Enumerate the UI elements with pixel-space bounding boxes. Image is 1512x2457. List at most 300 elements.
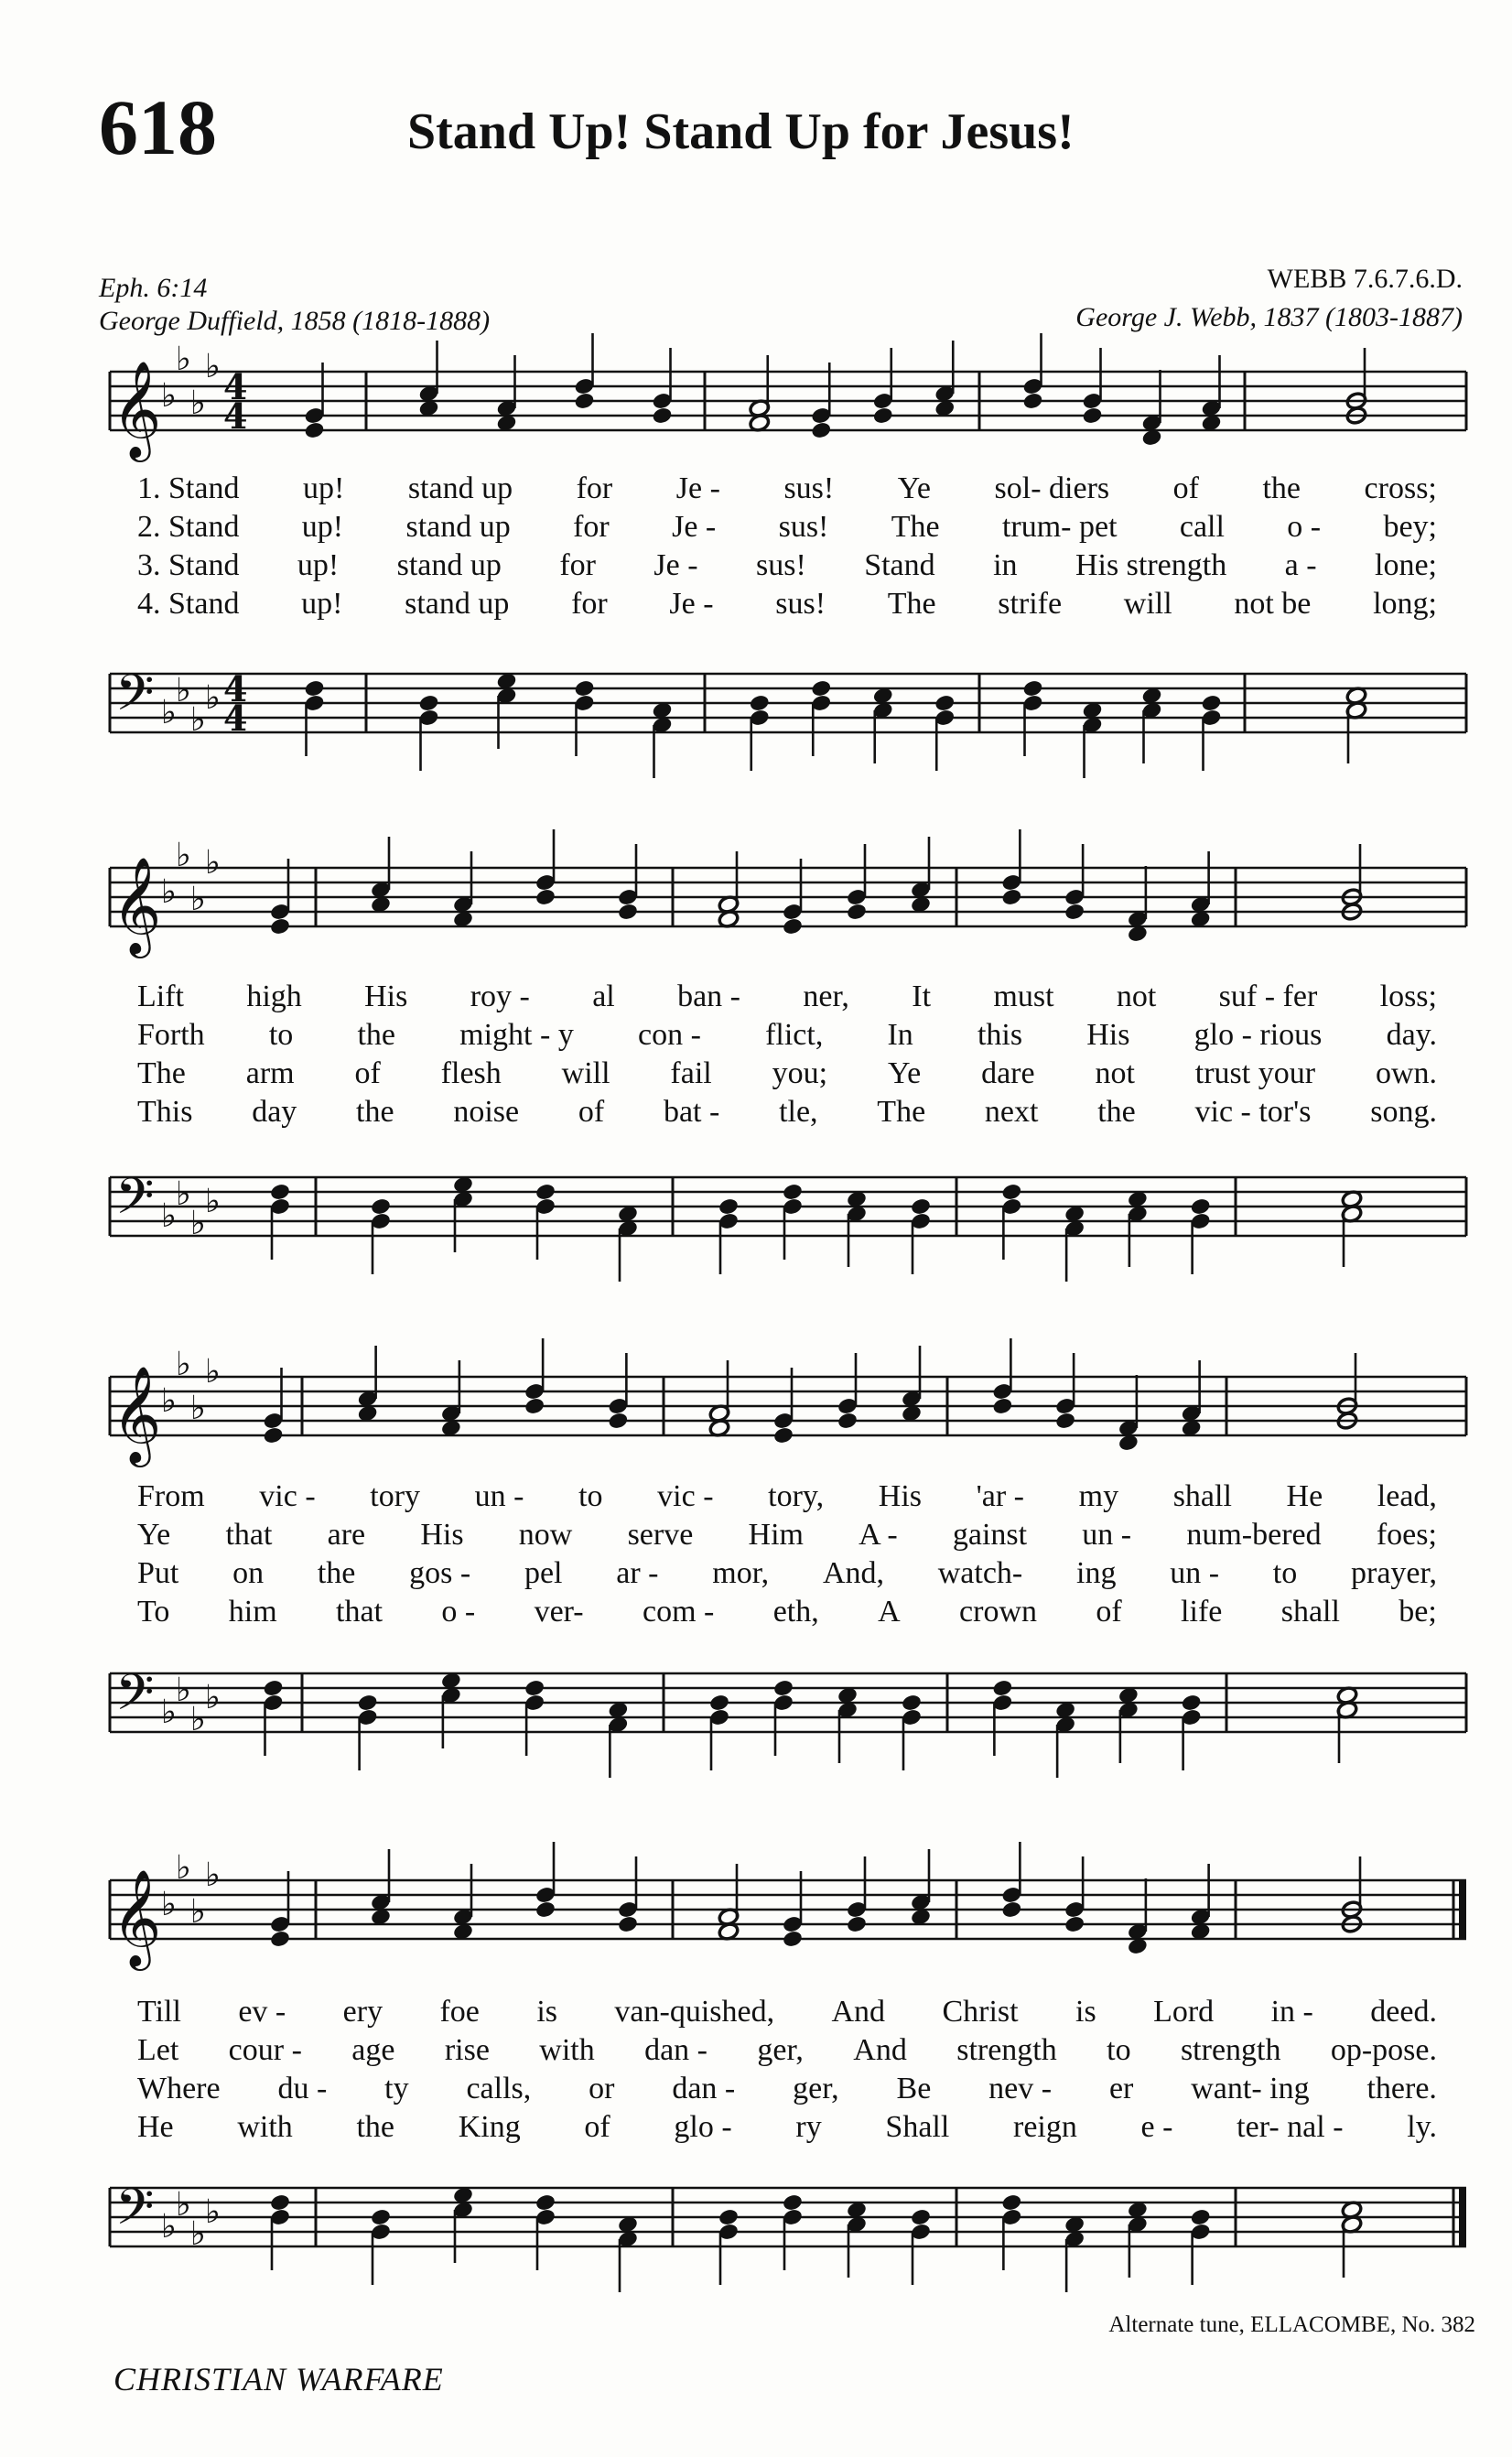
flat-sign-icon: ♭ (190, 881, 206, 918)
lyric-syllable: for (573, 510, 610, 544)
lyric-syllable: o - (1287, 510, 1322, 544)
lyric-syllable: Je - (675, 471, 720, 505)
lyric-syllable: to (578, 1479, 603, 1513)
flat-sign-icon: ♭ (176, 1346, 191, 1383)
note-head (782, 2193, 804, 2213)
lyric-syllable: want- ing (1191, 2072, 1310, 2105)
lyric-syllable: him (228, 1595, 277, 1629)
note-head (749, 694, 771, 713)
note-head (1181, 1694, 1203, 1713)
note-head (524, 1679, 545, 1698)
note-head (524, 1397, 545, 1416)
lyric-syllable: e - (1140, 2110, 1173, 2144)
lyric-syllable: ner, (803, 980, 849, 1013)
note-head (370, 1197, 392, 1217)
lyric-syllable: day (252, 1095, 297, 1129)
lyric-syllable: glo - rious (1193, 1018, 1323, 1052)
note-head (1000, 1183, 1022, 1202)
lyric-syllable: not (1095, 1056, 1135, 1090)
note-head (1054, 1412, 1076, 1431)
lyric-syllable: His (878, 1479, 923, 1513)
note-head (269, 2193, 291, 2213)
flat-sign-icon: ♭ (161, 2208, 177, 2246)
lyric-syllable: tory (370, 1479, 421, 1513)
lyric-syllable: not be (1234, 587, 1312, 621)
lyric-syllable: a - (1284, 548, 1317, 582)
lyric-syllable: be; (1399, 1595, 1437, 1629)
note-head (1064, 903, 1085, 922)
lyric-syllable: Je - (669, 587, 714, 621)
note-head (617, 903, 639, 922)
lyric-syllable: of (1172, 471, 1199, 505)
lyric-syllable: the (317, 1556, 356, 1590)
lyric-syllable: A (878, 1595, 901, 1629)
flat-sign-icon: ♭ (205, 679, 221, 717)
note-head (772, 1679, 794, 1698)
lyric-syllable: Let (137, 2033, 179, 2067)
lyric-syllable: the (357, 1018, 395, 1052)
note-head (574, 392, 596, 411)
flat-sign-icon: ♭ (176, 2186, 191, 2224)
note-head (263, 1426, 285, 1445)
lyric-syllable: His (420, 1518, 464, 1552)
lyric-syllable: for (576, 471, 613, 505)
lyric-syllable: suf - fer (1218, 980, 1318, 1013)
lyric-syllable: Him (748, 1518, 804, 1552)
lyric-syllable: glo - (674, 2110, 732, 2144)
lyric-syllable: His (1086, 1018, 1130, 1052)
treble-clef-icon: 𝄞 (112, 1365, 162, 1463)
note-head (1022, 392, 1044, 411)
lyric-syllable: serve (627, 1518, 694, 1552)
alternate-tune-note: Alternate tune, ELLACOMBE, No. 382 (1108, 2312, 1475, 2337)
composer: George J. Webb, 1837 (1803-1887) (1075, 302, 1463, 332)
lyric-syllable: life (1181, 1595, 1223, 1629)
flat-sign-icon: ♭ (176, 1175, 191, 1213)
lyric-syllable: my (1078, 1479, 1119, 1513)
lyric-syllable: ery (342, 1995, 383, 2029)
final-barline (1459, 1880, 1466, 1939)
lyric-syllable: to (268, 1018, 294, 1052)
lyric-syllable: up! (297, 548, 340, 582)
lyric-syllable: 1. Stand (137, 471, 240, 505)
lyric-syllable: Ye (137, 1518, 171, 1552)
lyric-syllable: flesh (440, 1056, 502, 1090)
flat-sign-icon: ♭ (205, 1679, 221, 1716)
lyric-syllable: with (237, 2110, 293, 2144)
note-head (1190, 1197, 1212, 1217)
lyric-syllable: might - y (459, 1018, 574, 1052)
lyric-syllable: stand up (405, 587, 510, 621)
bass-clef-icon: 𝄢 (115, 2178, 155, 2248)
bass-staff (110, 1611, 1466, 1813)
note-head (269, 1183, 291, 1202)
verse-line-3 (137, 547, 1437, 585)
flat-sign-icon: ♭ (161, 1694, 177, 1731)
lyric-syllable: com - (642, 1595, 715, 1629)
lyrics-block (137, 1477, 1437, 1631)
lyric-syllable: prayer, (1351, 1556, 1437, 1590)
verse-line-3 (137, 2070, 1437, 2108)
lyric-syllable: up! (302, 471, 345, 505)
lyric-syllable: ing (1076, 1556, 1117, 1590)
note-head (872, 406, 894, 426)
lyric-syllable: ver- (534, 1595, 584, 1629)
verse-line-3 (137, 1055, 1437, 1093)
text-author: George Duffield, 1858 (1818-1888) (99, 306, 491, 336)
verse-line-1 (137, 978, 1437, 1016)
lyric-syllable: to (1272, 1556, 1298, 1590)
flat-sign-icon: ♭ (161, 1197, 177, 1235)
note-head (535, 888, 556, 907)
lyric-syllable: not (1116, 980, 1157, 1013)
lyric-syllable: vic - (259, 1479, 316, 1513)
lyric-syllable: Stand (864, 548, 935, 582)
lyric-syllable: con - (637, 1018, 701, 1052)
lyric-syllable: strength (1180, 2033, 1281, 2067)
lyric-syllable: that (225, 1518, 273, 1552)
verse-line-4 (137, 2108, 1437, 2147)
note-head (535, 1183, 556, 1202)
flat-sign-icon: ♭ (176, 1849, 191, 1887)
verse-line-1 (137, 1993, 1437, 2031)
note-head (782, 917, 804, 936)
lyric-syllable: shall (1280, 1595, 1340, 1629)
lyric-syllable: And (831, 1995, 886, 2029)
lyric-syllable: 4. Stand (137, 587, 240, 621)
lyric-syllable: is (1075, 1995, 1096, 2029)
lyric-syllable: the (356, 1095, 394, 1129)
lyric-syllable: must (993, 980, 1054, 1013)
tune-meter: WEBB 7.6.7.6.D. (1267, 264, 1463, 294)
hymn-number: 618 (99, 83, 217, 171)
bass-clef-icon: 𝄢 (115, 664, 155, 734)
note-head (772, 1426, 794, 1445)
treble-staff (110, 1818, 1466, 2019)
note-head (535, 1900, 556, 1920)
lyrics-block (137, 978, 1437, 1131)
lyric-syllable: ry (795, 2110, 822, 2144)
lyric-syllable: The (887, 587, 936, 621)
lyric-syllable: un - (1170, 1556, 1220, 1590)
lyric-syllable: high (246, 980, 302, 1013)
verse-line-2 (137, 508, 1437, 547)
lyric-syllable: with (539, 2033, 595, 2067)
lyric-syllable: Christ (942, 1995, 1019, 2029)
note-head (269, 1930, 291, 1949)
lyric-syllable: 2. Stand (137, 510, 240, 544)
note-head (652, 406, 674, 426)
lyric-syllable: sus! (775, 587, 826, 621)
lyric-syllable: Where (137, 2072, 221, 2105)
lyric-syllable: Ye (897, 471, 932, 505)
lyric-syllable: From (137, 1479, 205, 1513)
lyric-syllable: ter- nal - (1237, 2110, 1344, 2144)
verse-line-3 (137, 1554, 1437, 1593)
note-head (574, 679, 596, 698)
lyric-syllable: It (912, 980, 932, 1013)
treble-clef-icon: 𝄞 (112, 360, 162, 458)
lyric-syllable: gainst (952, 1518, 1028, 1552)
lyric-syllable: mor, (712, 1556, 770, 1590)
lyrics-block (137, 1993, 1437, 2147)
lyric-syllable: for (571, 587, 608, 621)
lyric-syllable: Put (137, 1556, 179, 1590)
lyric-syllable: sus! (783, 471, 835, 505)
lyric-syllable: In (887, 1018, 913, 1052)
note-head (1022, 679, 1044, 698)
lyric-syllable: stand up (407, 471, 513, 505)
lyric-syllable: dare (981, 1056, 1035, 1090)
lyric-syllable: arm (245, 1056, 295, 1090)
lyric-syllable: pel (524, 1556, 563, 1590)
lyric-syllable: strife (998, 587, 1063, 621)
note-head (934, 694, 956, 713)
lyric-syllable: trust your (1194, 1056, 1316, 1090)
note-head (263, 1679, 285, 1698)
lyric-syllable: reign (1013, 2110, 1077, 2144)
lyric-syllable: you; (772, 1056, 828, 1090)
lyric-syllable: un - (474, 1479, 524, 1513)
time-signature-bottom: 4 (223, 395, 248, 437)
flat-sign-icon: ♭ (161, 1382, 177, 1420)
note-head (991, 1679, 1013, 1698)
lyric-syllable: of (354, 1056, 381, 1090)
lyric-syllable: deed. (1370, 1995, 1437, 2029)
verse-line-4 (137, 1593, 1437, 1631)
lyric-syllable: will (561, 1056, 610, 1090)
time-signature-top: 4 (223, 668, 248, 709)
lyric-syllable: cross; (1364, 471, 1437, 505)
lyric-syllable: gos - (409, 1556, 471, 1590)
note-head (357, 1694, 379, 1713)
lyric-syllable: A - (859, 1518, 898, 1552)
treble-clef-icon: 𝄞 (112, 1868, 162, 1966)
lyric-syllable: This (137, 1095, 193, 1129)
lyric-syllable: next (984, 1095, 1039, 1129)
note-head (837, 1412, 859, 1431)
lyric-syllable: Be (896, 2072, 932, 2105)
flat-sign-icon: ♭ (205, 348, 221, 385)
flat-sign-icon: ♭ (190, 701, 206, 739)
note-head (304, 679, 326, 698)
verse-line-1 (137, 1477, 1437, 1516)
lyric-syllable: are (327, 1518, 366, 1552)
lyric-syllable: of (1096, 1595, 1122, 1629)
flat-sign-icon: ♭ (205, 844, 221, 882)
flat-sign-icon: ♭ (176, 837, 191, 874)
flat-sign-icon: ♭ (161, 1886, 177, 1923)
note-head (810, 421, 832, 440)
flat-sign-icon: ♭ (176, 1672, 191, 1709)
note-head (910, 2208, 932, 2227)
flat-sign-icon: ♭ (205, 1183, 221, 1220)
lyric-syllable: now (518, 1518, 573, 1552)
flat-sign-icon: ♭ (190, 1390, 206, 1427)
note-head (1000, 2193, 1022, 2213)
bass-clef-icon: 𝄢 (115, 1167, 155, 1238)
lyric-syllable: eth, (772, 1595, 819, 1629)
lyric-syllable: song. (1370, 1095, 1437, 1129)
lyric-syllable: King (458, 2110, 521, 2144)
scripture-reference: Eph. 6:14 (99, 273, 208, 303)
lyric-syllable: The (891, 510, 940, 544)
flat-sign-icon: ♭ (190, 2215, 206, 2253)
note-head (718, 2208, 740, 2227)
lyric-syllable: loss; (1379, 980, 1437, 1013)
lyric-syllable: dan - (672, 2072, 736, 2105)
lyric-syllable: ban - (677, 980, 741, 1013)
lyric-syllable: He (1286, 1479, 1323, 1513)
lyric-syllable: lone; (1375, 548, 1437, 582)
flat-sign-icon: ♭ (205, 2193, 221, 2231)
note-head (810, 679, 832, 698)
lyric-syllable: vic - tor's (1194, 1095, 1312, 1129)
lyric-syllable: foes; (1376, 1518, 1437, 1552)
lyrics-block (137, 470, 1437, 623)
flat-sign-icon: ♭ (205, 1856, 221, 1894)
flat-sign-icon: ♭ (190, 1205, 206, 1242)
note-head (1000, 888, 1022, 907)
verse-line-2 (137, 1516, 1437, 1554)
lyric-syllable: bey; (1383, 510, 1437, 544)
lyric-syllable: And (853, 2033, 907, 2067)
lyric-syllable: 3. Stand (137, 548, 240, 582)
lyric-syllable: or (589, 2072, 615, 2105)
lyric-syllable: Forth (137, 1018, 205, 1052)
lyric-syllable: calls, (466, 2072, 532, 2105)
lyric-syllable: strength (956, 2033, 1057, 2067)
lyric-syllable: the (1097, 1095, 1136, 1129)
lyric-syllable: Shall (885, 2110, 950, 2144)
lyric-syllable: in (993, 548, 1018, 582)
lyric-syllable: flict, (765, 1018, 824, 1052)
lyric-syllable: ger, (793, 2072, 839, 2105)
lyric-syllable: tle, (779, 1095, 818, 1129)
lyric-syllable: foe (439, 1995, 480, 2029)
lyric-syllable: cour - (228, 2033, 302, 2067)
lyric-syllable: noise (453, 1095, 520, 1129)
note-head (846, 903, 868, 922)
lyric-syllable: op-pose. (1330, 2033, 1437, 2067)
lyric-syllable: day. (1386, 1018, 1437, 1052)
lyric-syllable: al (592, 980, 615, 1013)
lyric-syllable: to (1107, 2033, 1131, 2067)
flat-sign-icon: ♭ (176, 341, 191, 378)
lyric-syllable: Lift (137, 980, 184, 1013)
lyric-syllable: shall (1172, 1479, 1232, 1513)
lyric-syllable: on (232, 1556, 265, 1590)
lyric-syllable: up! (301, 510, 344, 544)
note-head (782, 1183, 804, 1202)
flat-sign-icon: ♭ (161, 873, 177, 911)
lyric-syllable: up! (301, 587, 343, 621)
note-head (304, 421, 326, 440)
lyric-syllable: To (137, 1595, 170, 1629)
lyric-syllable: call (1179, 510, 1225, 544)
note-head (1064, 1915, 1085, 1934)
lyric-syllable: Till (137, 1995, 181, 2029)
lyric-syllable: crown (959, 1595, 1037, 1629)
final-barline (1459, 2188, 1466, 2246)
lyric-syllable: stand up (396, 548, 502, 582)
lyric-syllable: Ye (887, 1056, 922, 1090)
lyric-syllable: in - (1270, 1995, 1313, 2029)
lyric-syllable: lead, (1377, 1479, 1437, 1513)
note-head (1201, 694, 1223, 713)
lyric-syllable: long; (1373, 587, 1437, 621)
bass-clef-icon: 𝄢 (115, 1663, 155, 1734)
lyric-syllable: nev - (988, 2072, 1053, 2105)
lyric-syllable: this (977, 1018, 1023, 1052)
lyric-syllable: for (559, 548, 596, 582)
hymn-title: Stand Up! Stand Up for Jesus! (407, 103, 1075, 160)
lyric-syllable: there. (1366, 2072, 1437, 2105)
lyric-syllable: He (137, 2110, 174, 2144)
lyric-syllable: ty (384, 2072, 409, 2105)
lyric-syllable: vic - (657, 1479, 714, 1513)
lyric-syllable: 'ar - (976, 1479, 1025, 1513)
lyric-syllable: sol- diers (994, 471, 1110, 505)
lyric-syllable: van-quished, (614, 1995, 775, 2029)
lyric-syllable: rise (444, 2033, 490, 2067)
lyric-syllable: stand up (405, 510, 511, 544)
note-head (1190, 2208, 1212, 2227)
lyric-syllable: Je - (653, 548, 698, 582)
flat-sign-icon: ♭ (161, 377, 177, 415)
note-head (418, 694, 440, 713)
lyric-syllable: dan - (644, 2033, 708, 2067)
note-head (846, 1915, 868, 1934)
lyric-syllable: The (137, 1056, 186, 1090)
lyric-syllable: is (536, 1995, 557, 2029)
lyric-syllable: ger, (757, 2033, 804, 2067)
lyric-syllable: Je - (672, 510, 717, 544)
note-head (1082, 406, 1104, 426)
lyric-syllable: o - (441, 1595, 476, 1629)
lyric-syllable: roy - (470, 980, 530, 1013)
note-head (782, 1930, 804, 1949)
lyric-syllable: The (877, 1095, 926, 1129)
lyric-syllable: own. (1375, 1056, 1437, 1090)
treble-staff (110, 806, 1466, 1007)
note-head (370, 2208, 392, 2227)
lyric-syllable: sus! (778, 510, 829, 544)
note-head (269, 917, 291, 936)
verse-line-4 (137, 1093, 1437, 1131)
treble-clef-icon: 𝄞 (112, 856, 162, 954)
flat-sign-icon: ♭ (176, 672, 191, 709)
bass-staff (110, 2126, 1466, 2327)
lyric-syllable: er (1108, 2072, 1134, 2105)
section-label: CHRISTIAN WARFARE (113, 2361, 444, 2397)
lyric-syllable: age (351, 2033, 395, 2067)
note-head (910, 1197, 932, 1217)
lyric-syllable: of (578, 1095, 605, 1129)
lyric-syllable: watch- (937, 1556, 1023, 1590)
lyric-syllable: that (336, 1595, 383, 1629)
lyric-syllable: And, (822, 1556, 884, 1590)
lyric-syllable: ar - (616, 1556, 659, 1590)
lyric-syllable: du - (277, 2072, 328, 2105)
lyric-syllable: the (1262, 471, 1301, 505)
flat-sign-icon: ♭ (205, 1353, 221, 1391)
lyric-syllable: num-bered (1186, 1518, 1322, 1552)
verse-line-2 (137, 2031, 1437, 2070)
flat-sign-icon: ♭ (190, 384, 206, 422)
bass-staff (110, 612, 1466, 813)
note-head (991, 1397, 1013, 1416)
